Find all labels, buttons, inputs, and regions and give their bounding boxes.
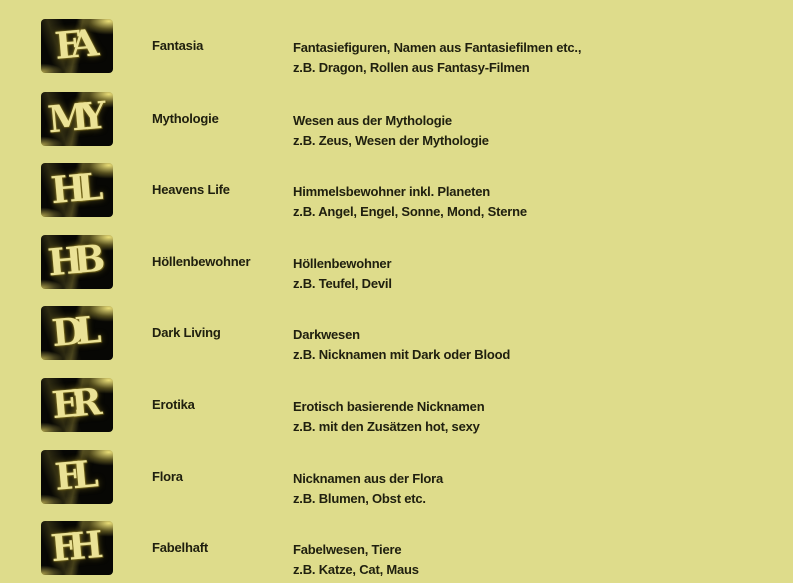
description-line-1: Fabelwesen, Tiere — [293, 542, 402, 557]
category-row-flora — [0, 450, 793, 505]
category-row-fantasia — [0, 19, 793, 74]
description-line-2: z.B. Angel, Engel, Sonne, Mond, Sterne — [293, 204, 527, 219]
category-description — [293, 182, 527, 222]
monogram-text: ER — [49, 379, 95, 427]
description-line-1: Nicknamen aus der Flora — [293, 471, 444, 486]
category-label: Mythologie — [152, 111, 219, 126]
description-line-2: z.B. Katze, Cat, Maus — [293, 562, 419, 577]
description-line-2: z.B. Nicknamen mit Dark oder Blood — [293, 347, 511, 362]
description-line-1: Wesen aus der Mythologie — [293, 113, 452, 128]
description-line-1: Fantasiefiguren, Namen aus Fantasiefilmen etc., — [293, 40, 582, 55]
description-line-2: z.B. Blumen, Obst etc. — [293, 491, 426, 506]
description-line-2: z.B. Zeus, Wesen der Mythologie — [293, 133, 489, 148]
description-line-2: z.B. mit den Zusätzen hot, sexy — [293, 419, 480, 434]
fantasia-monogram-icon — [41, 19, 113, 73]
category-row-hoellenbewohner — [0, 235, 793, 290]
category-label: Erotika — [152, 397, 195, 412]
description-line-1: Himmelsbewohner inkl. Planeten — [293, 184, 490, 199]
category-description — [293, 38, 581, 78]
heavens-life-monogram-icon — [41, 163, 113, 217]
category-description — [293, 469, 443, 509]
category-row-erotika — [0, 378, 793, 433]
monogram-text: FL — [53, 451, 92, 499]
category-row-heavens-life — [0, 163, 793, 218]
category-label: Fantasia — [152, 38, 204, 53]
category-description — [293, 540, 419, 580]
erotika-monogram-icon — [41, 378, 113, 432]
category-label: Höllenbewohner — [152, 254, 251, 269]
description-line-1: Darkwesen — [293, 327, 360, 342]
description-line-2: z.B. Dragon, Rollen aus Fantasy-Filmen — [293, 60, 530, 75]
description-line-2: z.B. Teufel, Devil — [293, 276, 392, 291]
monogram-text: HB — [46, 235, 99, 284]
category-description — [293, 111, 489, 151]
mythologie-monogram-icon — [41, 92, 113, 146]
monogram-text: MY — [45, 92, 99, 141]
category-label: Flora — [152, 469, 183, 484]
description-line-1: Höllenbewohner — [293, 256, 392, 271]
category-description — [293, 254, 392, 294]
category-label: Dark Living — [152, 325, 221, 340]
dark-living-monogram-icon — [41, 306, 113, 360]
category-description — [293, 325, 510, 365]
monogram-text: DL — [50, 307, 95, 355]
category-label: Heavens Life — [152, 182, 230, 197]
category-row-fabelhaft — [0, 521, 793, 576]
category-row-mythologie — [0, 92, 793, 147]
monogram-text: FA — [52, 20, 92, 68]
category-row-dark-living — [0, 306, 793, 361]
hoellenbewohner-monogram-icon — [41, 235, 113, 289]
category-label: Fabelhaft — [152, 540, 208, 555]
monogram-text: HL — [48, 164, 96, 212]
fabelhaft-monogram-icon — [41, 521, 113, 575]
description-line-1: Erotisch basierende Nicknamen — [293, 399, 485, 414]
category-description — [293, 397, 484, 437]
monogram-text: FH — [48, 522, 96, 570]
flora-monogram-icon — [41, 450, 113, 504]
